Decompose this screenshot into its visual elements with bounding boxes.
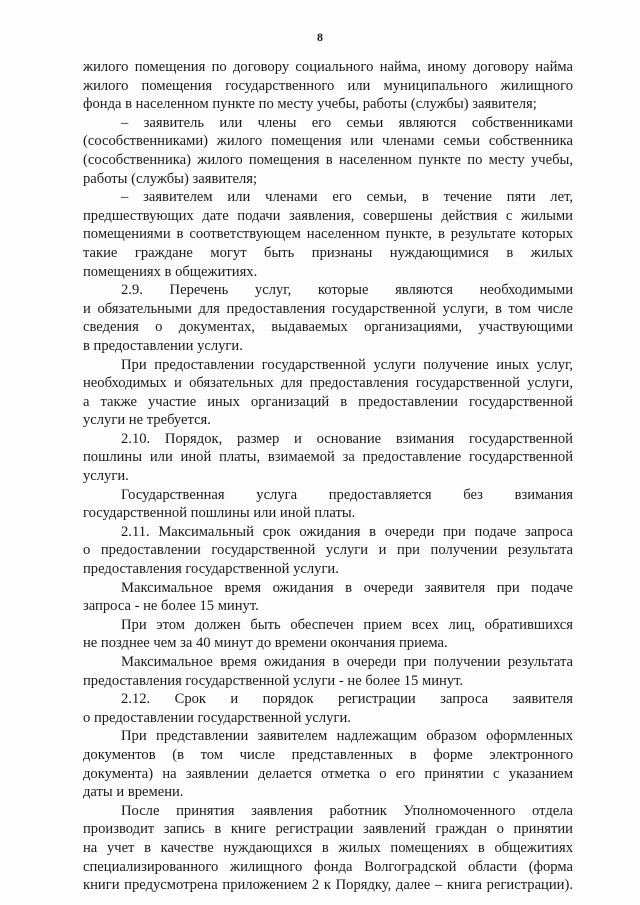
text-line: 2.10. Порядок, размер и основание взимания государственной — [121, 430, 573, 447]
text-line: (сособственниками) жилого помещения или членами семьи собственника — [83, 133, 573, 150]
text-line: предоставления государственной услуги - не более 15 минут. — [83, 672, 464, 689]
text-line: 2.9. Перечень услуг, которые являются необходимыми — [121, 282, 573, 299]
text-line: 2.11. Максимальный срок ожидания в очереди при подаче запроса — [121, 523, 573, 540]
text-line: в предоставлении услуги. — [83, 337, 243, 354]
paragraph — [83, 616, 573, 653]
text-line: При представлении заявителем надлежащим образом оформленных — [121, 728, 573, 745]
document-body — [83, 58, 573, 895]
text-line: жилого помещения государственного или муниципального жилищного — [83, 77, 573, 94]
text-line: – заявителем или членами его семьи, в течение пяти лет, — [121, 189, 573, 206]
text-line: – заявитель или члены его семьи являются собственниками — [121, 114, 573, 131]
text-line: помещениях в общежитиях. — [83, 263, 258, 280]
text-line: фонда в населенном пункте по месту учебы, работы (службы) заявителя; — [83, 96, 537, 113]
text-line: услуги не требуется. — [83, 412, 211, 429]
text-line: производит запись в книге регистрации заявлений граждан о принятии — [83, 821, 573, 838]
paragraph — [83, 653, 573, 690]
text-line: сведения о документах, выдаваемых организациями, участвующими — [83, 319, 573, 336]
text-line: предоставления государственной услуги. — [83, 561, 339, 578]
text-line: специализированного жилищного фонда Волгоградской области (форма — [83, 858, 573, 875]
paragraph — [83, 430, 573, 486]
text-line: такие граждане могут быть признаны нуждающимися в жилых — [83, 244, 573, 261]
paragraph — [83, 356, 573, 430]
text-line: документов (в том числе представленных в форме электронного — [83, 746, 573, 763]
text-line: (сособственника) жилого помещения в населенном пункте по месту учебы, — [83, 151, 573, 168]
paragraph — [83, 114, 573, 188]
text-line: жилого помещения по договору социального найма, иному договору найма — [83, 59, 573, 75]
text-line: услуги. — [83, 468, 129, 485]
text-line: запроса - не более 15 минут. — [83, 598, 259, 615]
page-number: 8 — [317, 30, 323, 44]
text-line: При этом должен быть обеспечен прием всех лиц, обратившихся — [121, 616, 573, 633]
text-line: и обязательными для предоставления государственной услуги, в том числе — [83, 300, 573, 317]
paragraph — [83, 523, 573, 579]
paragraph — [83, 690, 573, 727]
text-line: пошлины или иной платы, взимаемой за предоставление государственной — [83, 449, 573, 466]
paragraph — [83, 58, 573, 114]
text-line: работы (службы) заявителя; — [83, 170, 258, 187]
text-line: а также участие иных организаций в предоставлении государственной — [83, 393, 573, 410]
paragraph — [83, 486, 573, 523]
text-line: книги предусмотрена приложением 2 к Порядку, далее – книга регистрации). — [83, 877, 573, 894]
text-line: о предоставлении государственной услуги и при получении результата — [83, 542, 573, 559]
paragraph — [83, 802, 573, 895]
text-line: документа) на заявлении делается отметка о его принятии с указанием — [83, 765, 573, 782]
text-line: Максимальное время ожидания в очереди заявителя при подаче — [121, 579, 573, 596]
paragraph — [83, 579, 573, 616]
text-line: даты и времени. — [83, 784, 184, 801]
text-line: Максимальное время ожидания в очереди при получении результата — [121, 654, 573, 670]
text-line: на учет в качестве нуждающихся в жилых помещениях в общежитиях — [83, 839, 573, 856]
text-line: о предоставлении государственной услуги. — [83, 709, 351, 726]
paragraph — [83, 188, 573, 281]
text-line: Государственная услуга предоставляется без взимания — [121, 486, 573, 503]
text-line: необходимых и обязательных для предоставления государственной услуги, — [83, 375, 573, 392]
paragraph — [83, 727, 573, 801]
text-line: После принятия заявления работник Уполномоченного отдела — [121, 802, 573, 819]
text-line: не позднее чем за 40 минут до времени окончания приема. — [83, 635, 448, 652]
text-line: При предоставлении государственной услуги получение иных услуг, — [121, 356, 573, 373]
text-line: помещениями в соответствующем населенном пункте, в результате которых — [83, 226, 573, 243]
text-line: 2.12. Срок и порядок регистрации запроса заявителя — [121, 691, 573, 708]
text-line: государственной пошлины или иной платы. — [83, 505, 356, 522]
text-line: предшествующих дате подачи заявления, совершены действия с жилыми — [83, 207, 573, 224]
paragraph — [83, 281, 573, 355]
